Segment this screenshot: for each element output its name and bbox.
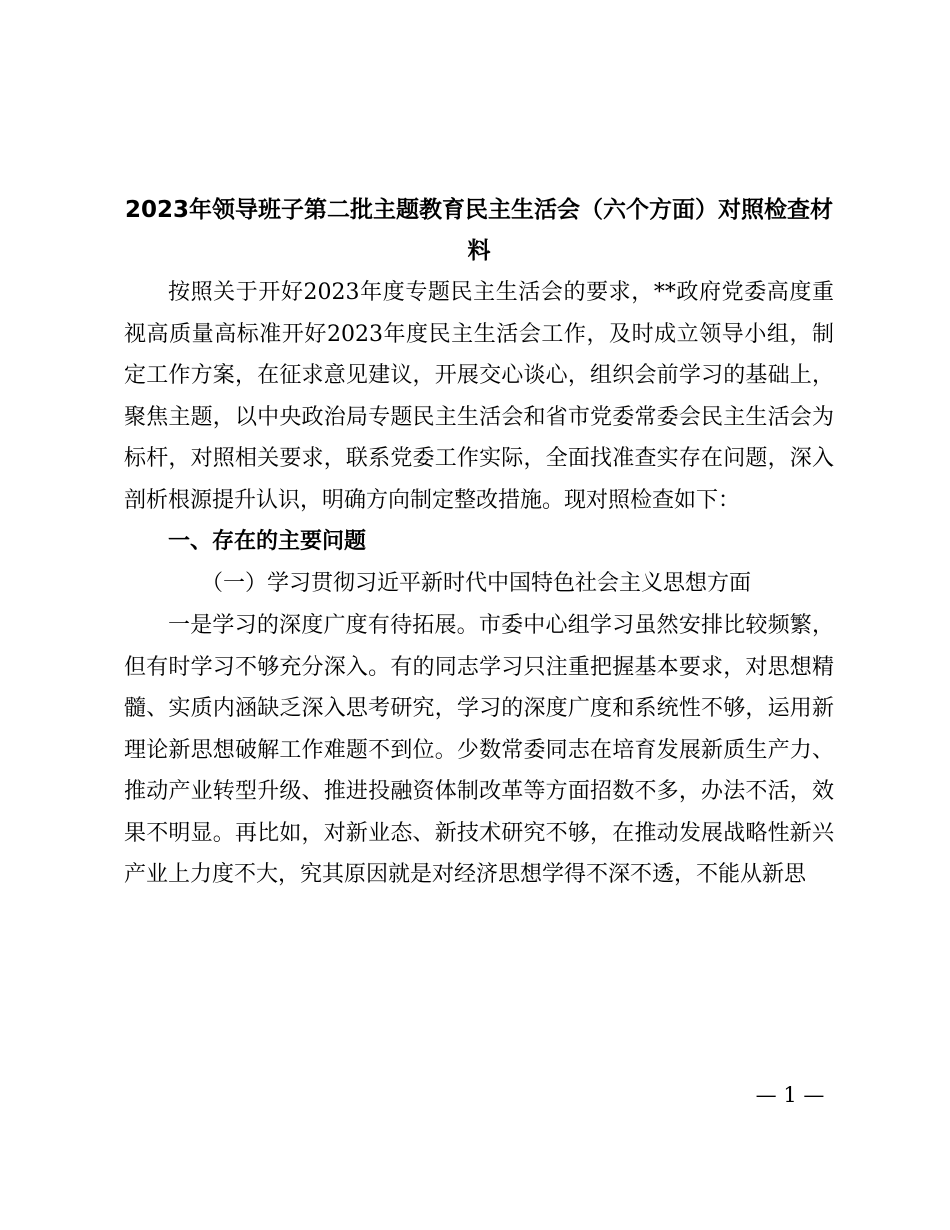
page-number: — 1 — <box>755 1083 825 1107</box>
document-body <box>124 190 834 896</box>
body-paragraph: 一是学习的深度广度有待拓展。市委中心组学习虽然安排比较频繁，但有时学习不够充分深入。有的同志学习只注重把握基本要求，对思想精髓、实质内涵缺乏深入思考研究，学习的深度广度和系统性不够，运用新理论新思想破解工作难题不到位。少数常委同志在培育发展新质生产力、推动产业转型升级、推进投融资体制改革等方面招数不多，办法不活，效果不明显。再比如，对新业态、新技术研究不够，在推动发展战略性新兴产业上力度不大，究其原因就是对经济思想学得不深不透，不能从新思 <box>124 613 834 887</box>
section-heading: 一、存在的主要问题 <box>168 529 367 554</box>
document-title: 2023年领导班子第二批主题教育民主生活会（六个方面）对照检查材料 <box>124 197 833 264</box>
subsection-heading: （一）学习贯彻习近平新时代中国特色社会主义思想方面 <box>201 571 752 596</box>
intro-paragraph: 按照关于开好2023年度专题民主生活会的要求，**政府党委高度重视高质量高标准开好2023年度民主生活会工作，及时成立领导小组，制定工作方案，在征求意见建议，开展交心谈心，组织会前学习的基础上，聚焦主题，以中央政治局专题民主生活会和省市党委常委会民主生活会为标杆，对照相关要求，联系党委工作实际，全面找准查实存在问题，深入剖析根源提升认识，明确方向制定整改措施。现对照检查如下： <box>124 280 834 513</box>
